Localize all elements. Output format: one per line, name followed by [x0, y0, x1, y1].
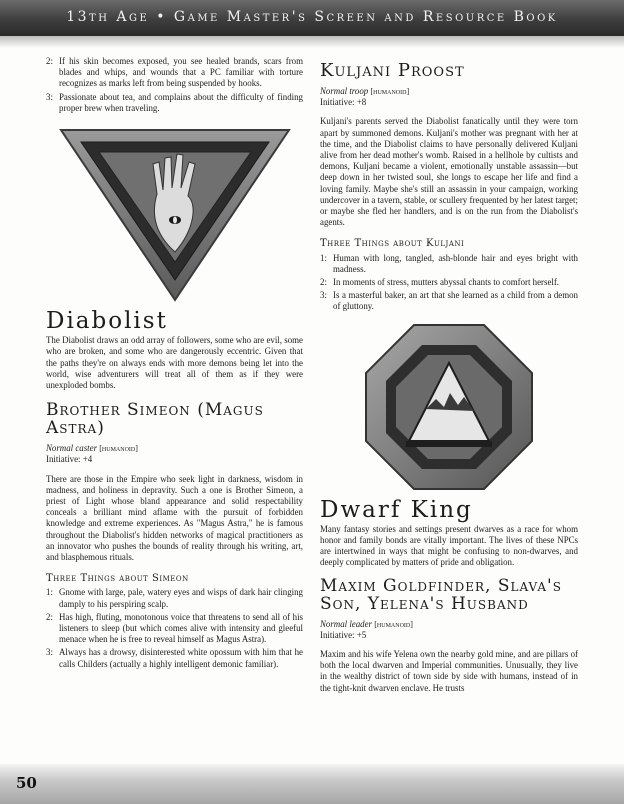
right-column — [320, 56, 578, 700]
maxim-initiative: Initiative: +5 — [320, 629, 367, 640]
maxim-role-line: Normal leader [humanoid] — [320, 618, 413, 629]
diabolist-intro: The Diabolist draws an odd array of followers, some who are evil, some who are broken, and some who are dangerously eccentric. Given that the paths they're on always ends with more demons being let into the world, wise adventurers will treat all of them as if they were unexploded bombs. — [46, 335, 303, 391]
simeon-initiative: Initiative: +4 — [46, 454, 93, 465]
page-footer — [0, 764, 624, 804]
dwarf-king-mountain-icon — [364, 323, 534, 491]
simeon-description: There are those in the Empire who seek light in darkness, wisdom in madness, and holiness in depravity. Such a one is Brother Simeon, a priest of Light whose bland appearance and solid respectability conceals a brilliant mind aflame with the pursuit of forbidden knowledge and extreme experiences. As "Magus Astra," he is famous throughout the Diabolist's hidden networks of magical practitioners as an innovator who pushes the bounds of reality through his writing, art, and blasphemous rituals. — [46, 473, 303, 563]
diabolist-heading: Diabolist — [46, 308, 168, 335]
kuljani-role-line: Normal troop [humanoid] — [320, 86, 410, 96]
left-column — [46, 56, 303, 676]
page-header — [0, 0, 624, 36]
dwarf-king-heading: Dwarf King — [320, 496, 473, 523]
list-item: 2: Has high, fluting, monotonous voice that threatens to send all of his listeners to sleep (but which comes alive with intensity and gleeful menace when he is free to reveal himself as Magus Astra). — [46, 611, 303, 645]
maxim-description: Maxim and his wife Yelena own the nearby gold mine, and are pillars of both the local dwarven and Imperial communities. Unusually, they live in the wealthy district of town side by side with humans, instead of in the tight-knit dwarven enclave. He trusts — [320, 649, 578, 693]
dwarf-king-intro: Many fantasy stories and settings present dwarves as a race for whom honor and family bonds are vitally important. The lives of these NPCs are intertwined in ways that might be confusing to non-dwarves, and deeply complicated by matters of pride and obligation. — [320, 523, 578, 568]
maxim-name: Maxim Goldfinder, Slava's Son, Yelena's Husband — [320, 575, 562, 614]
diabolist-hand-icon — [55, 124, 295, 304]
kuljani-name: Kuljani Proost — [320, 60, 465, 81]
list-item: 2: If his skin becomes exposed, you see healed brands, scars from blades and whips, and wounds that a PC familiar with torture recognizes as marks left from being suspended by hooks. — [46, 56, 303, 89]
simeon-continued-list — [46, 56, 303, 114]
header-fade — [0, 36, 624, 48]
list-item: 1: Human with long, tangled, ash-blonde hair and eyes bright with madness. — [320, 252, 578, 274]
simeon-role-line: Normal caster [humanoid] — [46, 443, 138, 454]
simeon-name: Brother Simeon (Magus Astra) — [46, 400, 264, 439]
list-item: 1: Gnome with large, pale, watery eyes and wisps of dark hair clinging damply to his perspiring scalp. — [46, 587, 303, 609]
list-item: 3: Is a masterful baker, an art that she learned as a child from a demon of gluttony. — [320, 290, 578, 312]
list-item: 3: Always has a drowsy, disinterested white opossum with him that he calls Childers (actually a highly intelligent demonic familiar). — [46, 647, 303, 669]
list-item: 3: Passionate about tea, and complains about the difficulty of finding proper brew when traveling. — [46, 91, 303, 113]
kuljani-things-list — [320, 253, 578, 313]
simeon-things-title: Three Things about Simeon — [46, 573, 189, 585]
page-number: 50 — [16, 774, 37, 792]
kuljani-description: Kuljani's parents served the Diabolist fanatically until they were torn apart by summoned demons. Kuljani's mother was pregnant with her at the time, and the Diabolist claims to have personally delivered Kuljani alive from her dead mother's womb. Raised in a hellhole by cultists and demons, Kuljani became a violent, emotionally unstable assassin—but deep down in her twisted soul, she longs to escape her life and find a loving family. Maybe she's still an assassin in your campaign, working undercover in a tavern, stable, or scullery frequented by her latest target; or maybe she fled her handlers, and is on the run from the Diabolist's agents. — [320, 116, 578, 228]
kuljani-initiative: Initiative: +8 — [320, 97, 367, 108]
list-item: 2: In moments of stress, mutters abyssal chants to comfort herself. — [320, 277, 560, 288]
simeon-things-list — [46, 587, 303, 669]
kuljani-things-title: Three Things about Kuljani — [320, 238, 465, 250]
header-title: 13th Age • Game Master's Screen and Resource Book — [66, 9, 558, 25]
